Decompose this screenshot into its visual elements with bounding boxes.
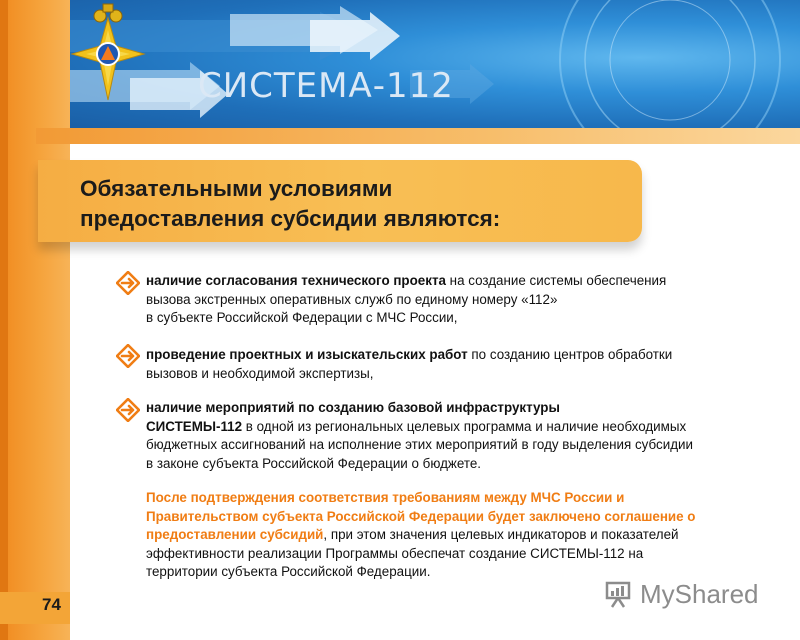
note-line-3-orange: предоставлении субсидий — [146, 527, 324, 542]
item-3-line-3: бюджетных ассигнований на исполнение этих мероприятий в году выделения субсидии — [146, 437, 693, 452]
page-number-box — [0, 592, 70, 624]
item-1-line-3: в субъекте Российской Федерации с МЧС России, — [146, 310, 458, 325]
item-3-bold: наличие мероприятий по созданию базовой инфраструктуры — [146, 400, 560, 415]
note-line-5: территории субъекта Российской Федерации. — [146, 564, 431, 579]
note-line-2: Правительством субъекта Российской Федерации будет заключено соглашение о — [146, 508, 696, 524]
emercom-emblem-icon — [70, 0, 146, 108]
heading-line-1: Обязательными условиями — [80, 176, 393, 201]
left-orange-stripe — [0, 0, 70, 640]
condition-item-1 — [146, 272, 776, 328]
watermark-text: MyShared — [640, 578, 759, 609]
item-1-line-2: вызова экстренных оперативных служб по единому номеру «112» — [146, 291, 558, 307]
item-2-bold: проведение проектных и изыскательских работ — [146, 347, 468, 362]
item-3-line-4: в законе субъекта Российской Федерации о бюджете. — [146, 455, 482, 471]
condition-item-2 — [146, 346, 776, 383]
arrow-right-diamond-icon — [116, 398, 140, 422]
top-banner — [70, 0, 800, 128]
banner-title: СИСТЕМА-112 — [198, 66, 454, 106]
item-1-bold: наличие согласования технического проекта — [146, 273, 446, 288]
heading-line-2: предоставления субсидии являются: — [80, 206, 501, 231]
left-stripe-edge — [0, 0, 8, 640]
arrow-right-diamond-icon — [116, 344, 140, 368]
note-line-3-text: , при этом значения целевых индикаторов и показателей — [323, 527, 679, 542]
page-number: 74 — [42, 595, 61, 614]
note-line-1: После подтверждения соответствия требованиям между МЧС России и — [146, 490, 625, 505]
arrow-right-diamond-icon — [116, 271, 140, 295]
watermark — [604, 578, 759, 610]
item-2-text: по созданию центров обработки — [467, 347, 673, 362]
agreement-note — [146, 489, 776, 582]
item-3-bold-2: СИСТЕМЫ-112 — [146, 418, 243, 434]
note-line-4: эффективности реализации Программы обеспечат создание СИСТЕМЫ-112 на — [146, 545, 644, 561]
presentation-board-icon — [604, 579, 634, 609]
item-3-text: в одной из региональных целевых программа и наличие необходимых — [242, 418, 687, 434]
banner-arrows-graphic — [70, 0, 800, 128]
item-2-line-2: вызовов и необходимой экспертизы, — [146, 365, 374, 381]
page-heading — [80, 174, 620, 234]
condition-item-3 — [146, 399, 776, 473]
banner-underline-strip — [36, 128, 800, 144]
item-1-text: на создание системы обеспечения — [445, 273, 667, 288]
